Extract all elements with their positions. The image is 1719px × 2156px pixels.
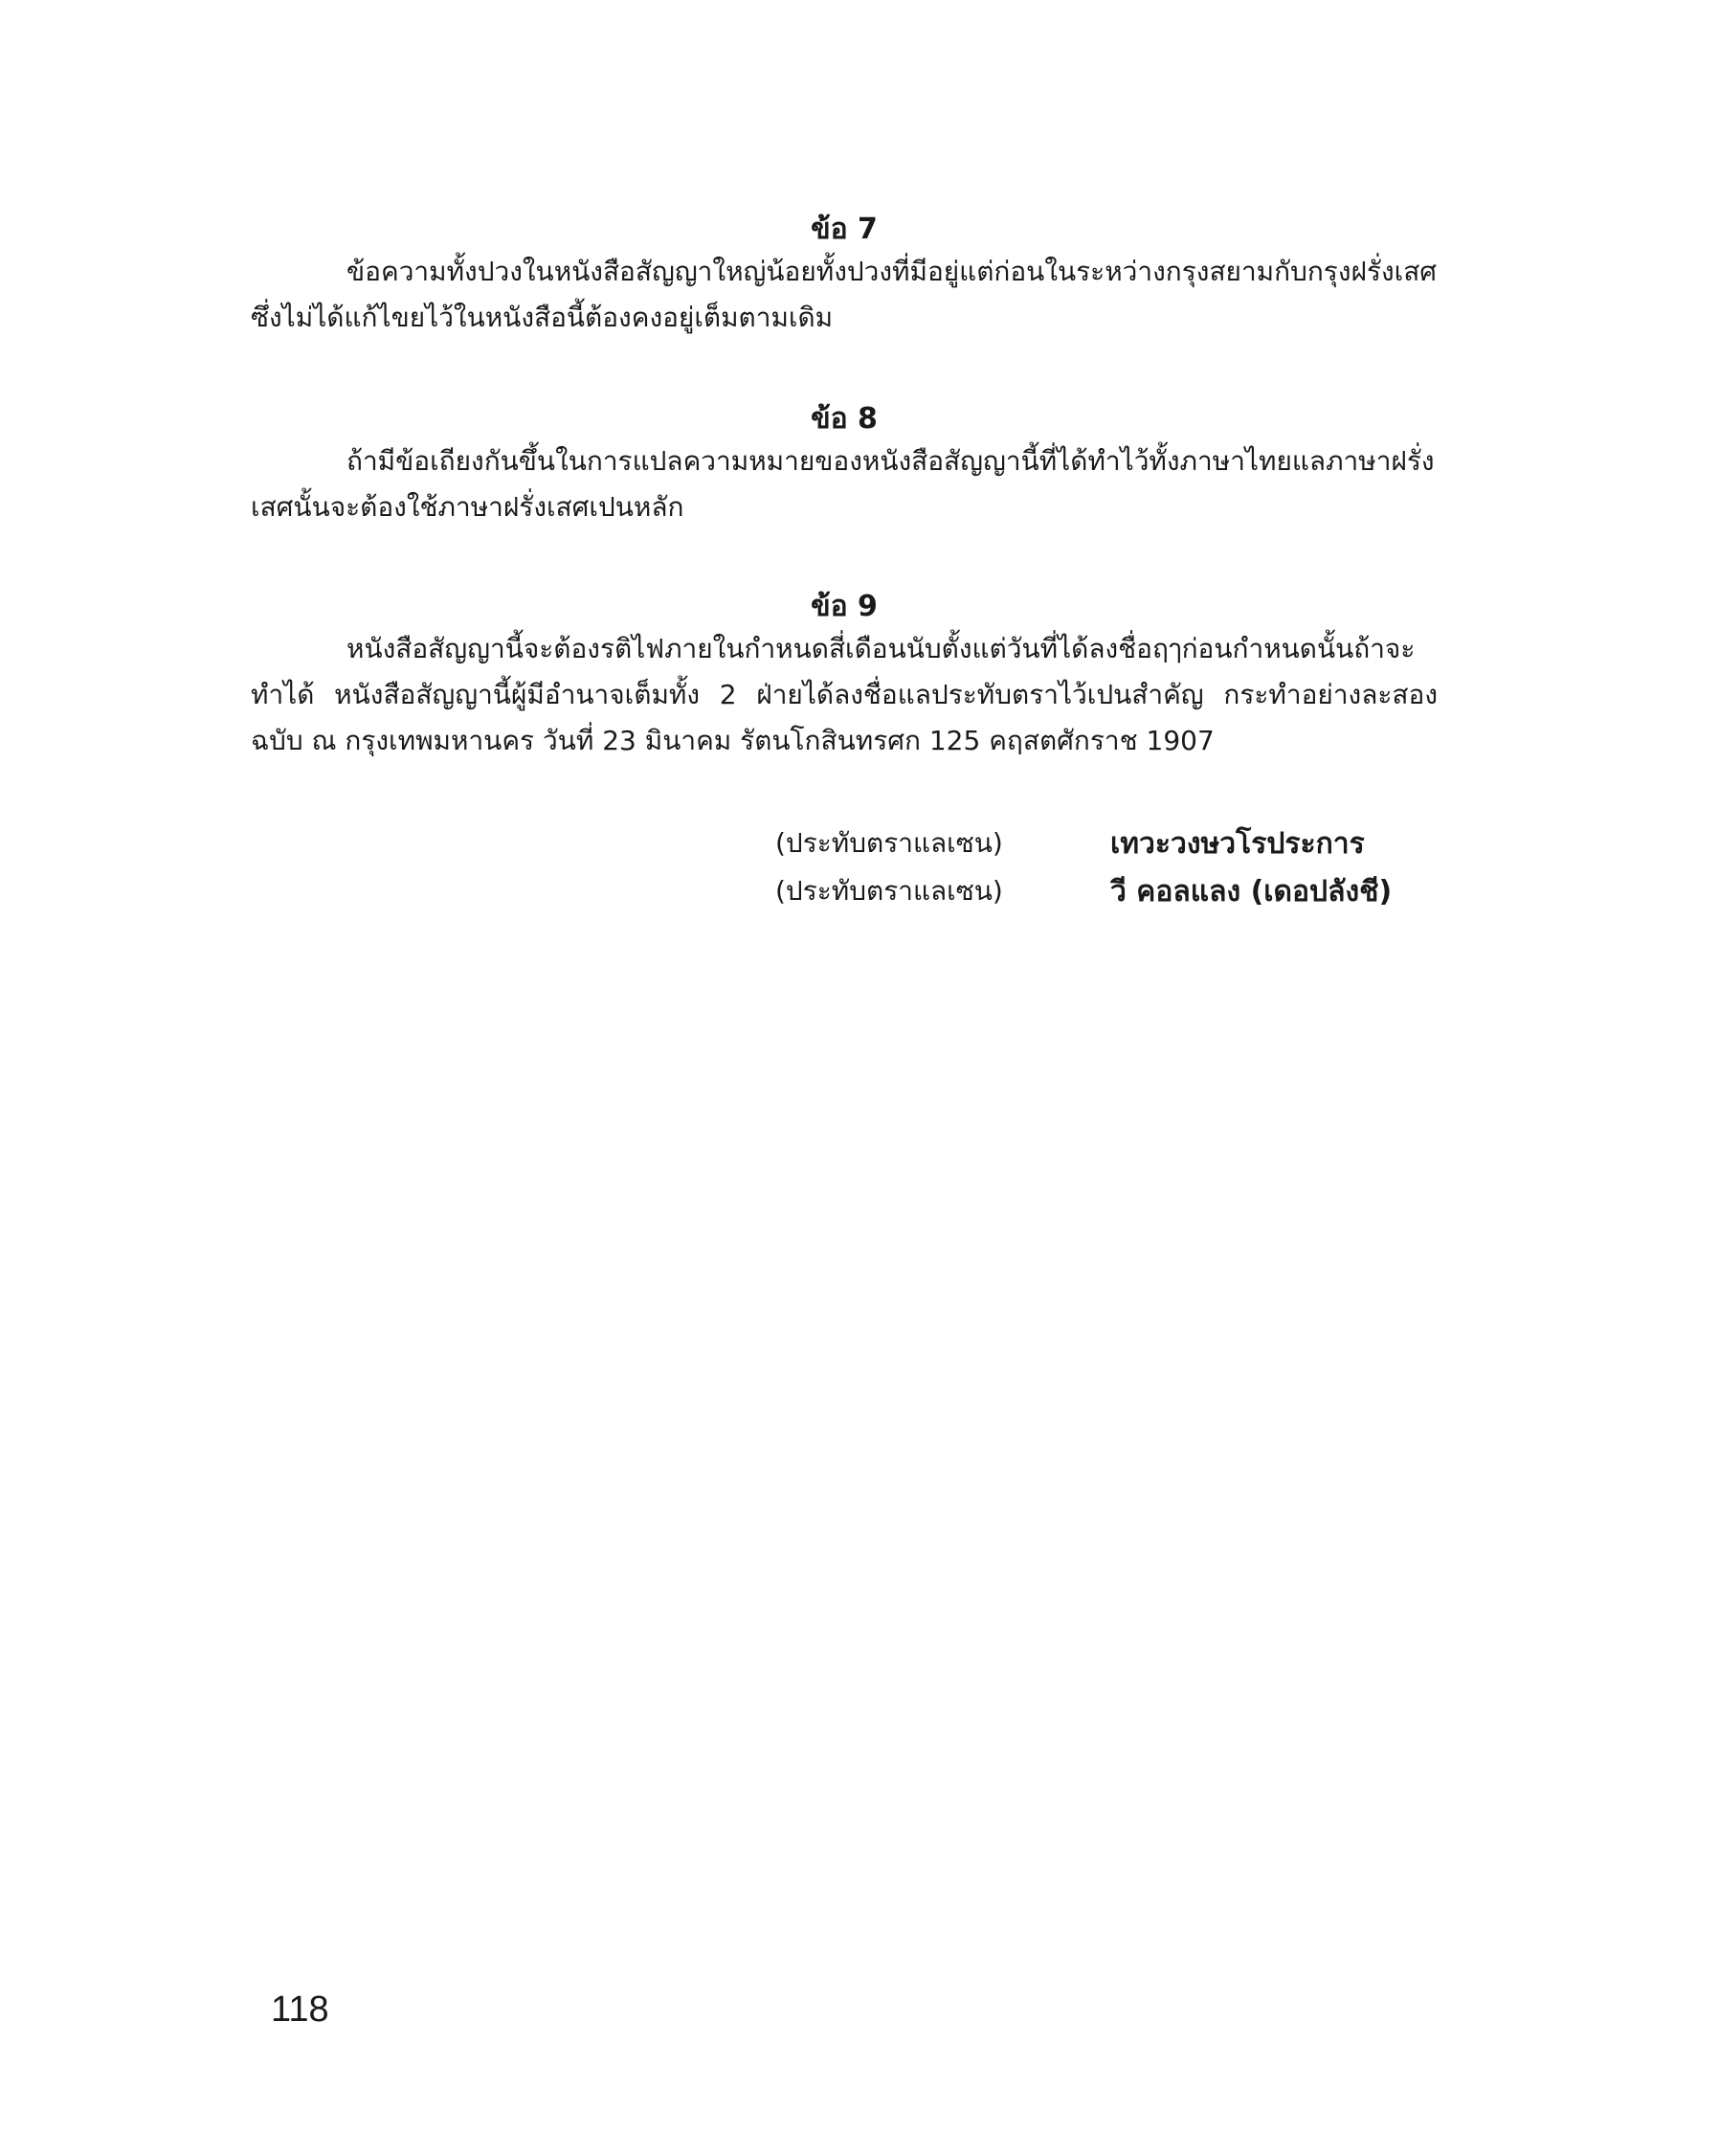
article-heading: ข้อ 8: [811, 402, 878, 436]
signatory-name: วี คอลแลง (เดอปลังชี): [1110, 874, 1393, 909]
signature-row: [775, 820, 1445, 867]
article-body: ถ้ามีข้อเถียงกันขึ้นในการแปลความหมายของหนังสือสัญญานี้ที่ได้ทำไว้ทั้งภาษาไทยแลภาษาฝรั่งเสศนั้นจะต้องใช้ภาษาฝรั่งเสศเปนหลัก: [251, 445, 1435, 523]
article-9: [251, 588, 1438, 764]
seal-note: (ประทับตราแลเซน): [775, 827, 1003, 859]
signature-row: [775, 867, 1445, 915]
article-body: ข้อความทั้งปวงในหนังสือสัญญาใหญ่น้อยทั้งปวงที่มีอยู่แต่ก่อนในระหว่างกรุงสยามกับกรุงฝรั่งเสศ ซึ่งไม่ได้แก้ไขยไว้ในหนังสือนี้ต้องคงอยู่เต็มตามเดิม: [251, 256, 1438, 333]
seal-note: (ประทับตราแลเซน): [775, 875, 1003, 907]
article-8: [251, 400, 1438, 530]
page-number: 118: [271, 1989, 329, 2030]
signatory-name: เทวะวงษวโรประการ: [1110, 826, 1365, 861]
article-body: หนังสือสัญญานี้จะต้องรติไฟภายในกำหนดสี่เดือนนับตั้งแต่วันที่ได้ลงชื่อฤๅก่อนกำหนดนั้นถ้าจะทำได้ หนังสือสัญญานี้ผู้มีอำนาจเต็มทั้ง 2 ฝ่ายได้ลงชื่อแลประทับตราไว้เปนสำคัญ กระทำอย่างละสองฉบับ ณ กรุงเทพมหานคร วันที่ 23 มินาคม รัตนโกสินทรศก 125 คฤสตศักราช 1907: [251, 633, 1438, 756]
article-7: [251, 211, 1438, 341]
signature-block: [775, 820, 1445, 915]
article-heading: ข้อ 7: [811, 213, 878, 246]
article-heading: ข้อ 9: [811, 590, 878, 623]
